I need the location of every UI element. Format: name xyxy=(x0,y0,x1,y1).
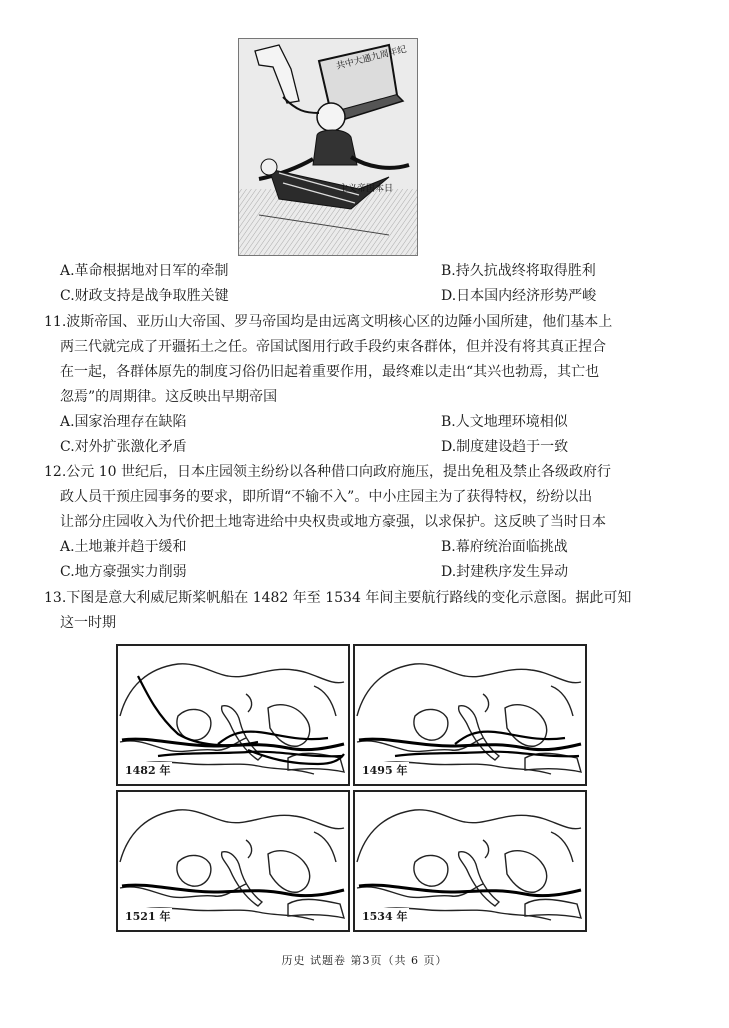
q11-option-d: D.制度建设趋于一致 xyxy=(441,439,569,455)
coastline xyxy=(268,851,310,893)
map-year-label: 1495 年 xyxy=(362,764,408,777)
q10-option-b: B.持久抗战终将取得胜利 xyxy=(441,263,596,279)
q12-stem-line: 政人员干预庄园事务的要求，即所谓“不输不入”。中小庄园主为了获得特权，纷纷以出 xyxy=(60,489,593,505)
coastline xyxy=(505,851,547,893)
q12-option-b: B.幕府统治面临挑战 xyxy=(441,539,568,555)
cartoon-caption-bottom: 主义帝国本日 xyxy=(339,184,394,194)
route-map-panel xyxy=(353,644,587,786)
q13-stem-line: 这一时期 xyxy=(60,615,116,631)
coastline xyxy=(268,705,310,747)
q10-option-c: C.财政支持是战争取胜关键 xyxy=(60,288,229,304)
q13-stem-line: 13.下图是意大利威尼斯桨帆船在 1482 年至 1534 年间主要航行路线的变化示意图。据此可知 xyxy=(44,590,632,606)
coastline xyxy=(246,840,252,858)
page-footer: 历史 试题卷 第3页（共 6 页） xyxy=(281,954,448,967)
coastline xyxy=(551,832,573,862)
coastline xyxy=(414,709,448,740)
route-map-panel xyxy=(116,790,350,932)
map-year-label: 1521 年 xyxy=(125,910,171,923)
map-year-label: 1534 年 xyxy=(362,910,408,923)
sailing-route xyxy=(359,739,581,750)
q10-option-d: D.日本国内经济形势严峻 xyxy=(441,288,597,304)
route-map-panel xyxy=(353,790,587,932)
q11-option-c: C.对外扩张激化矛盾 xyxy=(60,439,187,455)
sailing-route xyxy=(455,732,565,744)
q12-option-c: C.地方豪强实力削弱 xyxy=(60,564,187,580)
q11-stem-line: 两三代就完成了开疆拓土之任。帝国试图用行政手段约束各群体，但并没有将其真正捏合 xyxy=(60,339,606,355)
q12-option-a: A.土地兼并趋于缓和 xyxy=(60,539,187,555)
q11-stem-line: 忽焉”的周期律。这反映出早期帝国 xyxy=(60,389,278,405)
coastline xyxy=(525,899,581,918)
coastline xyxy=(459,852,499,906)
cartoon-image xyxy=(238,38,418,256)
q12-stem-line: 12.公元 10 世纪后，日本庄园领主纷纷以各种借口向政府施压，提出免租及禁止各级政府行 xyxy=(44,464,611,480)
q11-stem-line: 11.波斯帝国、亚历山大帝国、罗马帝国均是由远离文明核心区的边陲小国所建，他们基本上 xyxy=(44,314,613,330)
coastline xyxy=(246,694,252,712)
q12-option-d: D.封建秩序发生异动 xyxy=(441,564,569,580)
coastline xyxy=(414,855,448,886)
sailing-route xyxy=(122,885,344,896)
coastline xyxy=(222,852,262,906)
q12-stem-line: 让部分庄园收入为代价把土地寄进给中央权贵或地方豪强，以求保护。这反映了当时日本 xyxy=(60,514,606,530)
coastline xyxy=(177,855,211,886)
q11-stem-line: 在一起，各群体原先的制度习俗仍旧起着重要作用，最终难以走出“其兴也勃焉，其亡也 xyxy=(60,364,600,380)
coastline xyxy=(505,705,547,747)
coastline xyxy=(483,840,489,858)
q11-option-b: B.人文地理环境相似 xyxy=(441,414,568,430)
coastline xyxy=(288,899,344,918)
coastline xyxy=(551,686,573,716)
route-map-panel xyxy=(116,644,350,786)
sailing-route xyxy=(359,885,581,896)
sailing-route xyxy=(138,676,258,745)
coastline xyxy=(314,832,336,862)
cartoon-caption-top: 共中大通九周年纪 xyxy=(335,44,408,72)
q10-option-a: A.革命根据地对日军的牵制 xyxy=(60,263,229,279)
map-year-label: 1482 年 xyxy=(125,764,171,777)
coastline xyxy=(483,694,489,712)
coastline xyxy=(314,686,336,716)
sailing-route xyxy=(218,732,328,744)
q11-option-a: A.国家治理存在缺陷 xyxy=(60,414,187,430)
